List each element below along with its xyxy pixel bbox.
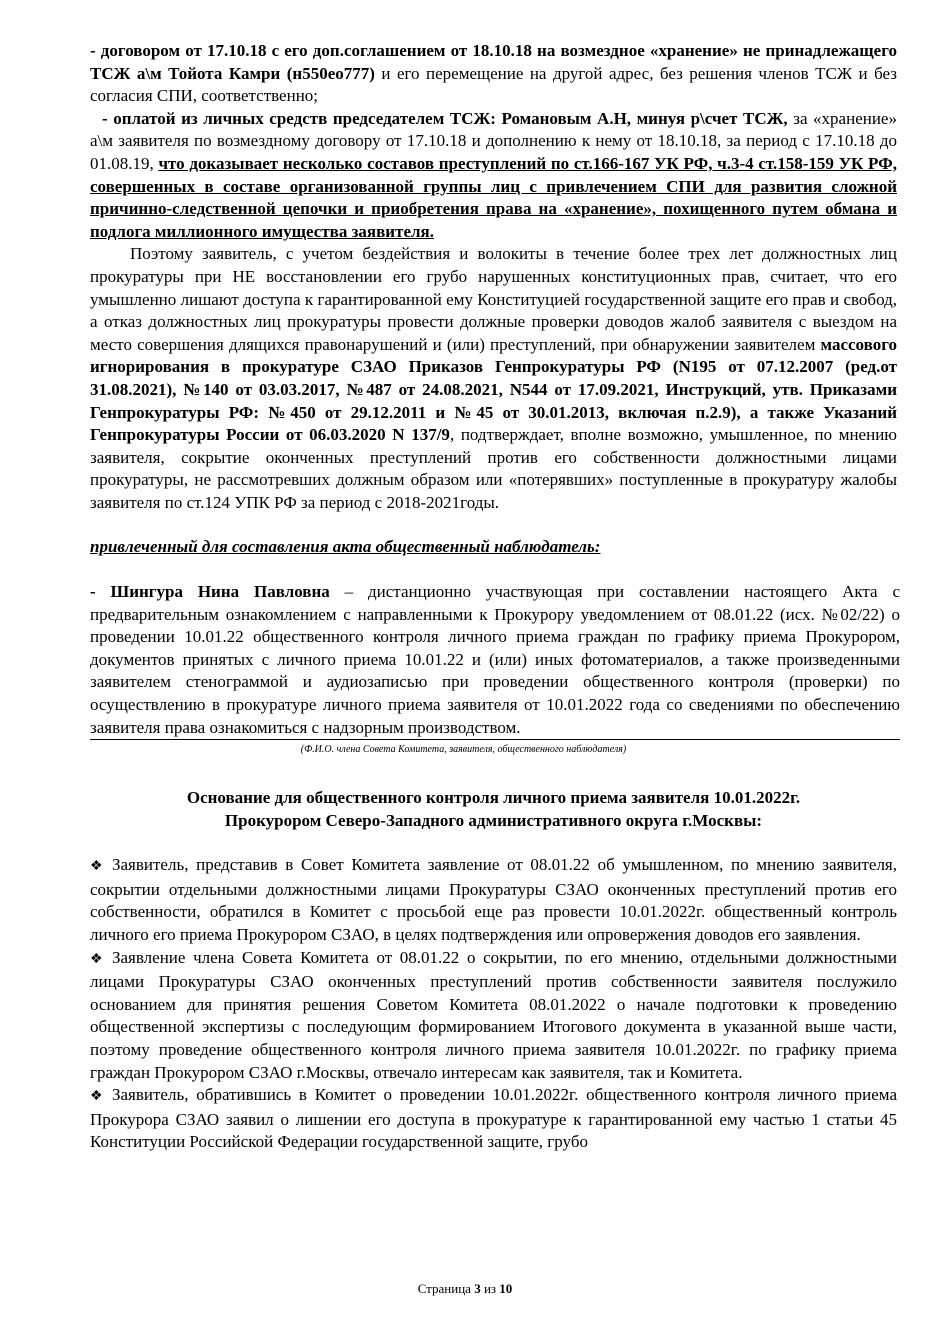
document-page xyxy=(90,40,900,1154)
bullet-item xyxy=(90,1084,897,1154)
observer-text: – дистанционно участвующая при составлении настоящего Акта с предварительным ознакомлением с направленными к Прокурору уведомлением от 08.01.22 (исх. №02/22) о проведении 10.01.22 общественного контроля личного приема граждан по графику приема Прокурором, документов принятых с личного приема 10.01.22 и (или) иных фотоматериалов, а также произведенными заявителем стенограммой и аудиозаписью при проведении общественного контроля (проверки) по осуществлению в прокуратуре личного приема заявителя от 10.01.2022 года со сведениями по обеспечению заявителя права ознакомиться с надзорным производством. xyxy=(90,582,900,737)
bullet-list xyxy=(90,854,897,1154)
diamond-bullet-icon: ❖ xyxy=(90,1089,103,1105)
observer-block xyxy=(90,581,900,740)
bullet-text: Заявитель, обратившись в Комитет о проведении 10.01.2022г. общественного контроля личного приема Прокурора СЗАО заявил о лишении его доступа в прокуратуре к гарантированной ему частью 1 статьи 45 Конституции Российской Федерации государственной защите, грубо xyxy=(90,1085,897,1152)
observer-caption: (Ф.И.О. члена Совета Комитета, заявителя, общественного наблюдателя) xyxy=(300,744,627,756)
bullet-text: Заявитель, представив в Совет Комитета заявление от 08.01.22 об умышленном, по мнению заявителя, сокрытии отдельными должностными лицами Прокуратуры СЗАО оконченных преступлений против его собственности, обратился в Комитет с просьбой еще раз провести 10.01.2022г. общественный контроль личного его приема Прокурором СЗАО, в целях подтверждения или опровержения доводов его заявления. xyxy=(90,855,897,944)
bullet-item xyxy=(90,854,897,946)
payment-text: за «хранение» а\м заявителя по возмездному договору от 17.10.18 и дополнению к нему от 18.10.18, за период с 17.10.18 до 01.08.19, xyxy=(90,108,897,173)
footer-prefix: Страница xyxy=(417,1281,475,1296)
therefore-bold-text: массового игнорирования в прокуратуре СЗАО Приказов Генпрокуратуры РФ (N195 от 07.12.2007 (ред.от 31.08.2021), №140 от 03.03.2017, №487 от 24.08.2021, N544 от 17.09.2021, Инструкций, утв. Приказами Генпрокуратуры РФ: №450 от 29.12.2011 и №45 от 30.01.2013, включая п.2.9), а также Указаний Генпрокуратуры России от 06.03.2020 N 137/9 xyxy=(90,334,897,445)
diamond-bullet-icon: ❖ xyxy=(90,951,103,967)
section-title-line-2: Прокурором Северо-Западного административного округа г.Москвы: xyxy=(224,811,763,831)
payment-bold-text: - оплатой из личных средств председателем ТСЖ: Романовым А.Н, минуя р\счет ТСЖ, xyxy=(102,108,788,128)
page-footer xyxy=(0,1281,930,1297)
payment-conclusion-text: что доказывает несколько составов преступлений по ст.166-167 УК РФ, ч.3-4 ст.158-159 УК РФ, совершенных в составе организованной группы лиц с привлечением СПИ для развития сложной причинно-следственной цепочки и приобретения права на «хранение», похищенного путем обмана и подлога миллионного имущества заявителя. xyxy=(90,153,897,241)
footer-middle: из xyxy=(480,1281,500,1296)
therefore-text-c: , подтверждает, вполне возможно, умышленное, по мнению заявителя, сокрытие оконченных преступлений против его собственности должностными лицами прокуратуры, не рассмотревших должным образом или «потерявших» поступленные в прокуратуру жалобы заявителя по ст.124 УПК РФ за период с 2018-2021годы. xyxy=(90,425,897,512)
observer-heading: привлеченный для составления акта общественный наблюдатель: xyxy=(90,537,601,557)
observer-name: - Шингура Нина Павловна xyxy=(90,582,330,602)
paragraph-payment xyxy=(90,108,897,244)
paragraph-therefore xyxy=(90,243,897,514)
section-title-line-1: Основание для общественного контроля личного приема заявителя 10.01.2022г. xyxy=(186,788,801,808)
footer-total-pages: 10 xyxy=(499,1281,513,1296)
therefore-text-a: Поэтому заявитель, с учетом бездействия и волокиты в течение более трех лет должностных лиц прокуратуры при НЕ восстановлении его грубо нарушенных конституционных прав, считает, что его умышленно лишают доступа к гарантированной ему Конституцией государственной защите его прав и свобод, а отказ должностных лиц прокуратуры провести должные проверки доводов жалоб заявителя с выездом на место совершения длящихся правонарушений и (или) преступлений, при обнаружении заявителем xyxy=(90,244,897,354)
contract-bold-text: - договором от 17.10.18 с его доп.соглашением от 18.10.18 на возмездное «хранение» не принадлежащего ТСЖ а\м Тойота Камри (н550ео777) xyxy=(90,41,897,83)
diamond-bullet-icon: ❖ xyxy=(90,859,103,875)
paragraph-contract xyxy=(90,40,897,108)
footer-current-page: 3 xyxy=(474,1281,481,1296)
bullet-text: Заявление члена Совета Комитета от 08.01.22 о сокрытии, по его мнению, отдельными должностными лицами Прокуратуры СЗАО оконченных преступлений против собственности заявителя послужило основанием для принятия решения Советом Комитета 08.01.2022 о начале подготовки к проведению общественной экспертизы с последующим формированием Итогового документа в указанной выше части, поэтому проведение общественного контроля личного приема заявителя 10.01.2022г. по графику приема граждан Прокурором СЗАО г.Москвы, отвечало интересам как заявителя, так и Комитета. xyxy=(90,947,897,1082)
observer-paragraph xyxy=(90,581,900,739)
section-title xyxy=(90,786,897,832)
contract-text: и его перемещение на другой адрес, без решения членов ТСЖ и без согласия СПИ, соответственно; xyxy=(90,63,897,106)
bullet-item xyxy=(90,947,897,1085)
